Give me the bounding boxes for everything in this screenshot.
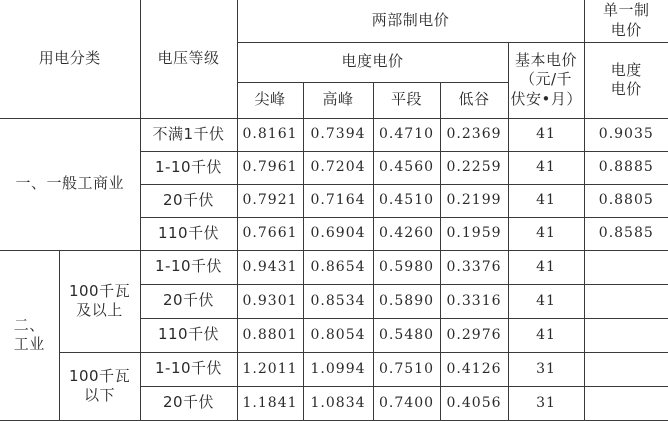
basic-price-cell: 41 — [508, 250, 584, 284]
header-category: 用电分类 — [0, 0, 140, 118]
valley-price-cell: 0.2259 — [440, 151, 508, 184]
single-price-cell: 0.8885 — [584, 151, 668, 184]
peak-price-cell: 1.2011 — [237, 352, 303, 386]
valley-price-cell: 0.3316 — [440, 284, 508, 318]
high-price-cell: 0.8534 — [303, 284, 373, 318]
peak-price-cell: 0.9431 — [237, 250, 303, 284]
valley-price-cell: 0.3376 — [440, 250, 508, 284]
group-general-commercial: 一、一般工商业 — [0, 118, 140, 250]
high-price-cell: 0.6904 — [303, 217, 373, 250]
voltage-cell: 110千伏 — [140, 217, 237, 250]
subgroup-below-100kw: 100千瓦 以下 — [59, 352, 140, 420]
group-industry: 二、 工业 — [0, 250, 59, 420]
flat-price-cell: 0.5890 — [373, 284, 440, 318]
table-row — [0, 250, 668, 284]
flat-price-cell: 0.5480 — [373, 318, 440, 352]
table-row — [0, 352, 668, 386]
peak-price-cell: 0.7661 — [237, 217, 303, 250]
peak-price-cell: 0.7961 — [237, 151, 303, 184]
peak-price-cell: 0.9301 — [237, 284, 303, 318]
single-price-cell: 0.9035 — [584, 118, 668, 151]
valley-price-cell: 0.4126 — [440, 352, 508, 386]
high-price-cell: 0.8654 — [303, 250, 373, 284]
single-price-cell — [584, 284, 668, 318]
header-energy-price: 电度电价 — [237, 42, 508, 82]
peak-price-cell: 0.8161 — [237, 118, 303, 151]
single-price-cell — [584, 318, 668, 352]
basic-price-cell: 41 — [508, 184, 584, 217]
flat-price-cell: 0.5980 — [373, 250, 440, 284]
single-price-cell — [584, 250, 668, 284]
single-price-cell — [584, 386, 668, 420]
header-flat: 平段 — [373, 82, 440, 118]
voltage-cell: 1-10千伏 — [140, 151, 237, 184]
peak-price-cell: 0.8801 — [237, 318, 303, 352]
single-price-cell: 0.8805 — [584, 184, 668, 217]
peak-price-cell: 0.7921 — [237, 184, 303, 217]
voltage-cell: 20千伏 — [140, 284, 237, 318]
header-single-energy-price: 电度 电价 — [584, 42, 668, 118]
flat-price-cell: 0.4510 — [373, 184, 440, 217]
valley-price-cell: 0.2369 — [440, 118, 508, 151]
table-row — [0, 118, 668, 151]
flat-price-cell: 0.7400 — [373, 386, 440, 420]
high-price-cell: 1.0834 — [303, 386, 373, 420]
subgroup-100kw-and-above: 100千瓦 及以上 — [59, 250, 140, 352]
voltage-cell: 不满1千伏 — [140, 118, 237, 151]
basic-price-cell: 31 — [508, 352, 584, 386]
high-price-cell: 0.8054 — [303, 318, 373, 352]
high-price-cell: 0.7204 — [303, 151, 373, 184]
voltage-cell: 20千伏 — [140, 184, 237, 217]
flat-price-cell: 0.4560 — [373, 151, 440, 184]
header-two-part-price: 两部制电价 — [237, 0, 584, 42]
valley-price-cell: 0.1959 — [440, 217, 508, 250]
single-price-cell — [584, 352, 668, 386]
valley-price-cell: 0.2199 — [440, 184, 508, 217]
header-peak: 尖峰 — [237, 82, 303, 118]
voltage-cell: 1-10千伏 — [140, 352, 237, 386]
header-valley: 低谷 — [440, 82, 508, 118]
basic-price-cell: 41 — [508, 118, 584, 151]
flat-price-cell: 0.7510 — [373, 352, 440, 386]
flat-price-cell: 0.4710 — [373, 118, 440, 151]
valley-price-cell: 0.2976 — [440, 318, 508, 352]
high-price-cell: 0.7164 — [303, 184, 373, 217]
peak-price-cell: 1.1841 — [237, 386, 303, 420]
header-single-price: 单一制 电价 — [584, 0, 668, 42]
high-price-cell: 1.0994 — [303, 352, 373, 386]
voltage-cell: 20千伏 — [140, 386, 237, 420]
basic-price-cell: 41 — [508, 217, 584, 250]
voltage-cell: 110千伏 — [140, 318, 237, 352]
high-price-cell: 0.7394 — [303, 118, 373, 151]
basic-price-cell: 41 — [508, 284, 584, 318]
header-basic-price: 基本电价 （元/千 伏安•月） — [508, 42, 584, 118]
header-high: 高峰 — [303, 82, 373, 118]
basic-price-cell: 41 — [508, 151, 584, 184]
basic-price-cell: 31 — [508, 386, 584, 420]
header-voltage-level: 电压等级 — [140, 0, 237, 118]
flat-price-cell: 0.4260 — [373, 217, 440, 250]
basic-price-cell: 41 — [508, 318, 584, 352]
single-price-cell: 0.8585 — [584, 217, 668, 250]
voltage-cell: 1-10千伏 — [140, 250, 237, 284]
valley-price-cell: 0.4056 — [440, 386, 508, 420]
